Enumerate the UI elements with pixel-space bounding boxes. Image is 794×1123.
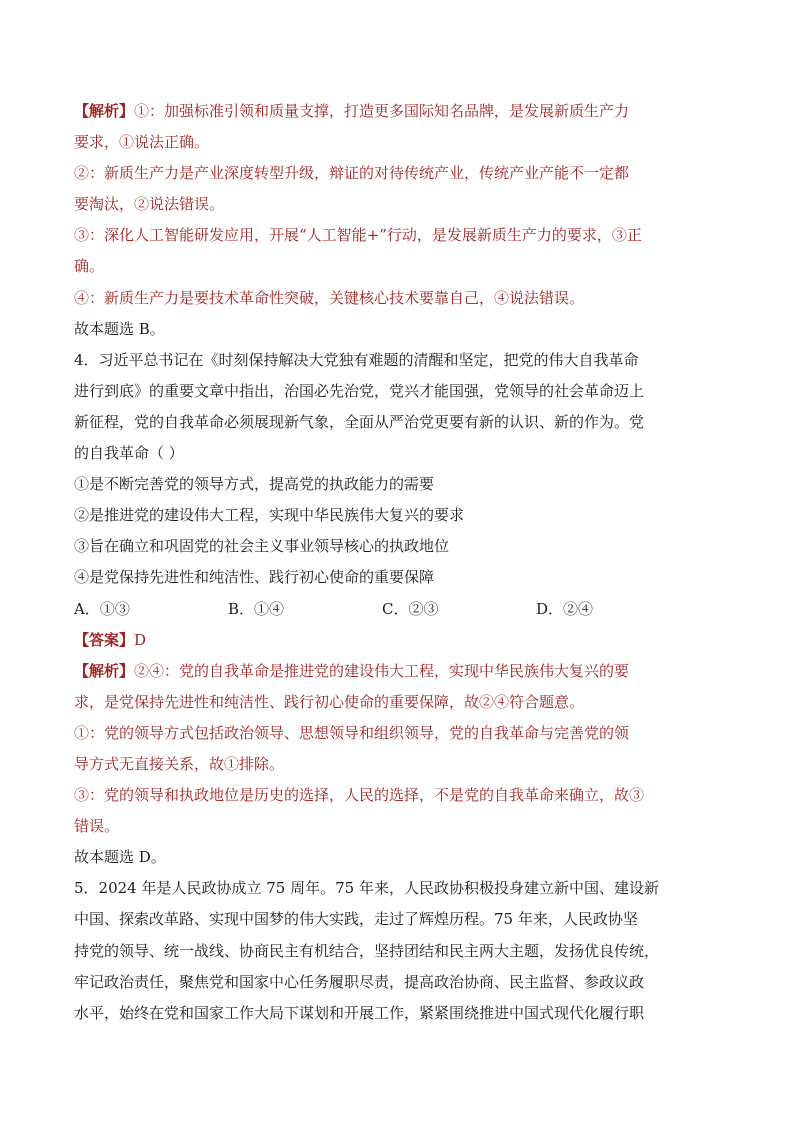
question-stem: 牢记政治责任，聚焦党和国家中心任务履职尽责，提高政治协商、民主监督、参政议政 <box>74 972 645 991</box>
analysis-line: 确。 <box>74 257 105 276</box>
analysis-text: ②④：党的自我革命是推进党的建设伟大工程，实现中华民族伟大复兴的要 <box>134 661 630 680</box>
answer-line <box>74 625 680 656</box>
answer-options <box>74 594 680 625</box>
answer-label: 【答案】 <box>74 630 135 649</box>
option-b: B．①④ <box>228 599 285 618</box>
analysis-line <box>74 96 680 127</box>
question-stem: 进行到底》的重要文章中指出，治国必先治党，党兴才能国强，党领导的社会革命迈上 <box>74 381 645 400</box>
analysis-line: 要求，①说法正确。 <box>74 133 210 152</box>
analysis-label: 【解析】 <box>74 661 135 680</box>
answer-conclusion: 故本题选 D。 <box>74 848 166 867</box>
answer-value: D <box>134 630 147 649</box>
analysis-line: 导方式无直接关系，故①排除。 <box>74 754 285 773</box>
question-content <box>74 96 680 1029</box>
question-stem: 新征程，党的自我革命必须展现新气象，全面从严治党更要有新的认识、新的作为。党 <box>74 412 645 431</box>
statement-item: ④是党保持先进性和纯洁性、践行初心使命的重要保障 <box>74 568 435 587</box>
analysis-line: ①：党的领导方式包括政治领导、思想领导和组织领导，党的自我革命与完善党的领 <box>74 723 630 742</box>
statement-item: ①是不断完善党的领导方式，提高党的执政能力的需要 <box>74 475 435 494</box>
option-a: A．①③ <box>74 599 130 618</box>
analysis-line: ②：新质生产力是产业深度转型升级，辩证的对待传统产业，传统产业产能不一定都 <box>74 164 630 183</box>
statement-item: ②是推进党的建设伟大工程，实现中华民族伟大复兴的要求 <box>74 506 465 525</box>
analysis-text: ①：加强标准引领和质量支撑，打造更多国际知名品牌，是发展新质生产力 <box>134 102 630 120</box>
analysis-line: 求，是党保持先进性和纯洁性、践行初心使命的重要保障，故②④符合题意。 <box>74 692 585 711</box>
analysis-line: ④：新质生产力是要技术革命性突破，关键核心技术要靠自己，④说法错误。 <box>74 288 585 307</box>
statement-item: ③旨在确立和巩固党的社会主义事业领导核心的执政地位 <box>74 537 450 556</box>
question-stem: 中国、探索改革路、实现中国梦的伟大实践，走过了辉煌历程。75 年来，人民政协坚 <box>74 910 638 929</box>
question-stem: 5．2024 年是人民政协成立 75 周年。75 年来，人民政协积极投身建立新中国、建设新 <box>74 879 659 898</box>
answer-conclusion: 故本题选 B。 <box>74 319 165 338</box>
option-c: C．②③ <box>382 599 439 618</box>
analysis-line: 要淘汰，②说法错误。 <box>74 195 225 214</box>
question-stem: 4．习近平总书记在《时刻保持解决大党独有难题的清醒和坚定，把党的伟大自我革命 <box>74 350 639 369</box>
analysis-line: ③：党的领导和执政地位是历史的选择，人民的选择，不是党的自我革命来确立，故③ <box>74 786 645 805</box>
option-d: D．②④ <box>536 599 594 618</box>
analysis-line: ③：深化人工智能研发应用，开展“人工智能+”行动，是发展新质生产力的要求，③正 <box>74 226 642 245</box>
analysis-line: 错误。 <box>74 817 120 836</box>
question-stem: 持党的领导、统一战线、协商民主有机结合，坚持团结和民主两大主题，发扬优良传统， <box>74 941 660 960</box>
analysis-line <box>74 656 680 687</box>
question-stem: 的自我革命（ ） <box>74 444 184 463</box>
question-stem: 水平，始终在党和国家工作大局下谋划和开展工作，紧紧围绕推进中国式现代化履行职 <box>74 1003 645 1022</box>
analysis-label: 【解析】 <box>74 102 135 120</box>
